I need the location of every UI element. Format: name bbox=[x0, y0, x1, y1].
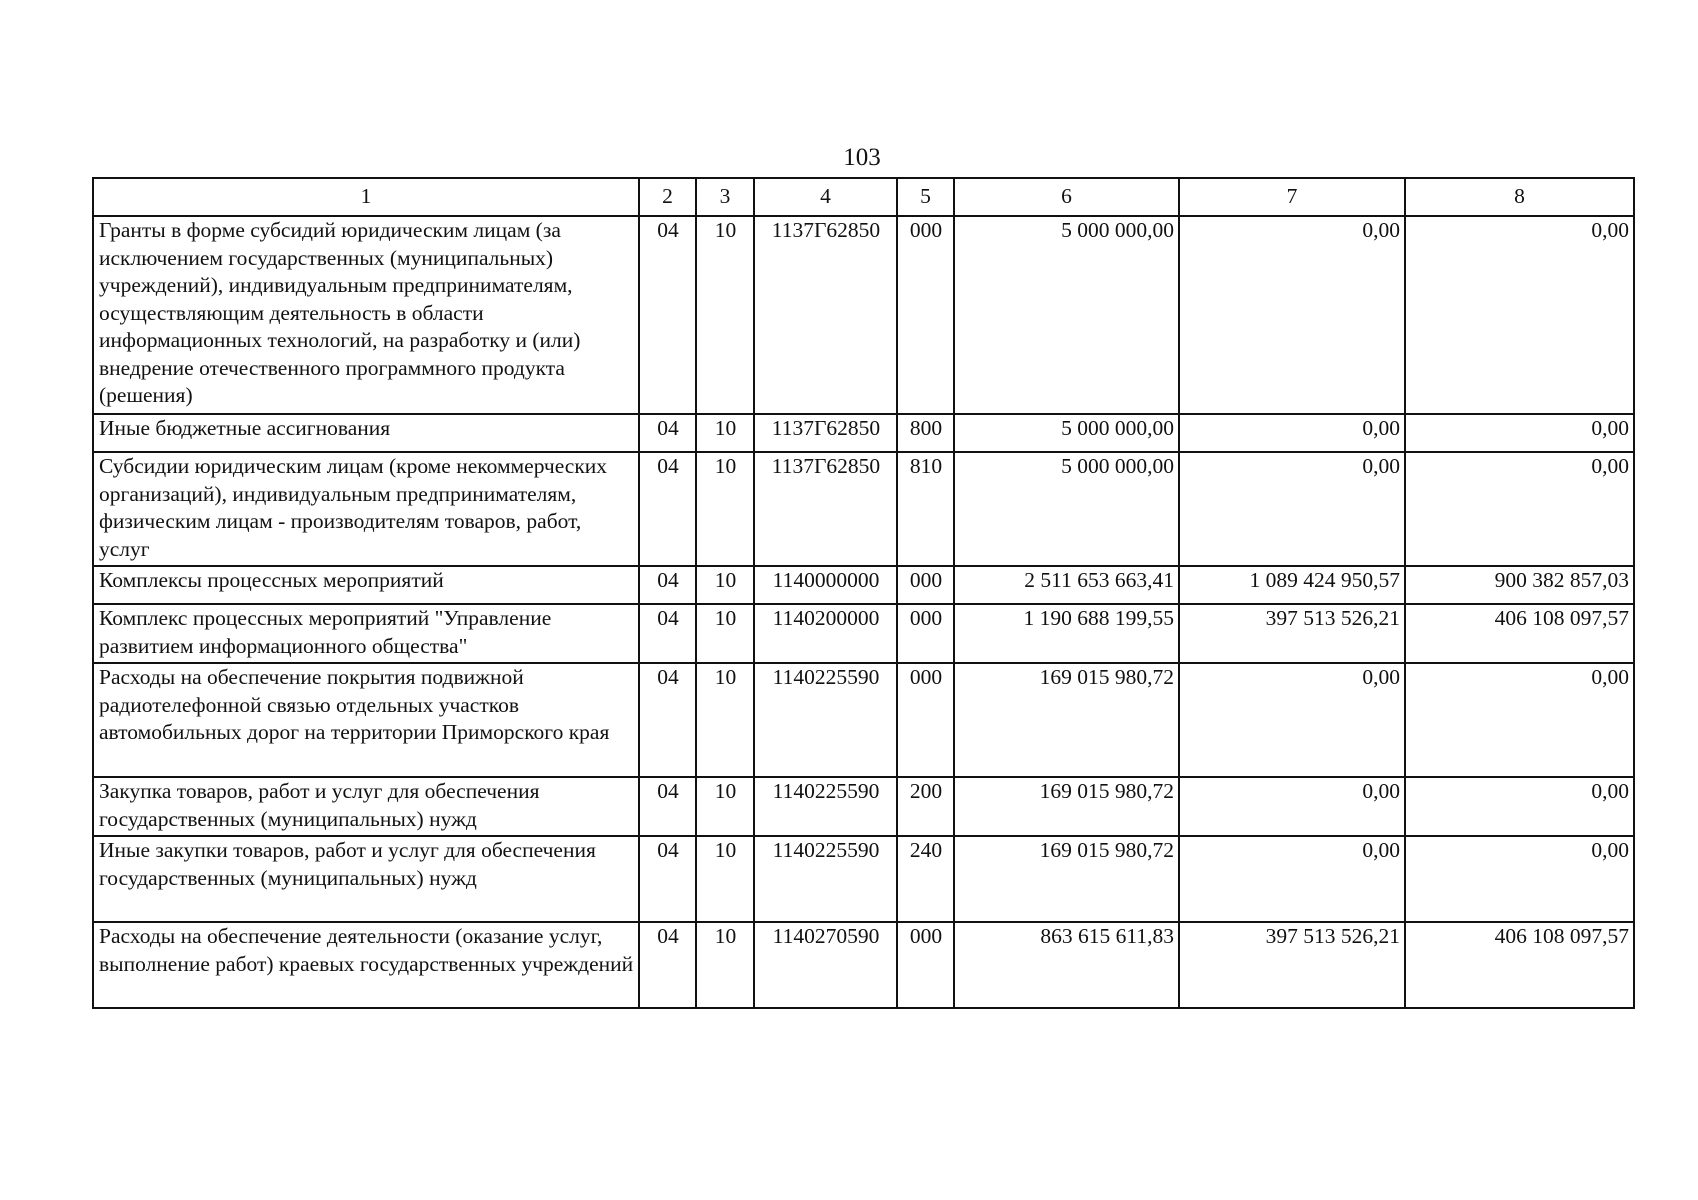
row-amount-col6: 1 190 688 199,55 bbox=[954, 604, 1179, 663]
row-target-code: 1137Г62850 bbox=[754, 216, 897, 414]
row-target-code: 1137Г62850 bbox=[754, 414, 897, 452]
row-expense-type: 800 bbox=[897, 414, 954, 452]
row-section: 04 bbox=[639, 566, 696, 604]
row-amount-col8: 0,00 bbox=[1405, 216, 1634, 414]
row-amount-col6: 169 015 980,72 bbox=[954, 836, 1179, 922]
row-subsection: 10 bbox=[696, 566, 754, 604]
row-target-code: 1140200000 bbox=[754, 604, 897, 663]
row-section: 04 bbox=[639, 836, 696, 922]
table-row bbox=[93, 566, 1634, 604]
row-target-code: 1140225590 bbox=[754, 777, 897, 836]
table-header bbox=[93, 178, 1634, 216]
row-amount-col8: 0,00 bbox=[1405, 836, 1634, 922]
row-amount-col7: 0,00 bbox=[1179, 452, 1405, 566]
row-section: 04 bbox=[639, 414, 696, 452]
header-col-4: 4 bbox=[754, 178, 897, 216]
row-amount-col8: 0,00 bbox=[1405, 663, 1634, 777]
table-row bbox=[93, 414, 1634, 452]
row-name: Комплекс процессных мероприятий "Управление развитием информационного общества" bbox=[93, 604, 639, 663]
row-section: 04 bbox=[639, 922, 696, 1008]
row-amount-col7: 397 513 526,21 bbox=[1179, 604, 1405, 663]
row-amount-col6: 863 615 611,83 bbox=[954, 922, 1179, 1008]
row-subsection: 10 bbox=[696, 663, 754, 777]
row-subsection: 10 bbox=[696, 777, 754, 836]
header-col-7: 7 bbox=[1179, 178, 1405, 216]
row-target-code: 1140000000 bbox=[754, 566, 897, 604]
row-expense-type: 000 bbox=[897, 663, 954, 777]
table-row bbox=[93, 216, 1634, 414]
row-amount-col8: 406 108 097,57 bbox=[1405, 604, 1634, 663]
row-expense-type: 000 bbox=[897, 216, 954, 414]
row-subsection: 10 bbox=[696, 922, 754, 1008]
table-row bbox=[93, 836, 1634, 922]
table-row bbox=[93, 663, 1634, 777]
header-col-8: 8 bbox=[1405, 178, 1634, 216]
row-amount-col7: 0,00 bbox=[1179, 777, 1405, 836]
row-section: 04 bbox=[639, 452, 696, 566]
budget-table bbox=[92, 177, 1635, 1009]
row-name: Иные закупки товаров, работ и услуг для обеспечения государственных (муниципальных) нужд bbox=[93, 836, 639, 922]
row-amount-col6: 5 000 000,00 bbox=[954, 216, 1179, 414]
row-subsection: 10 bbox=[696, 216, 754, 414]
row-amount-col8: 0,00 bbox=[1405, 777, 1634, 836]
header-col-1: 1 bbox=[93, 178, 639, 216]
row-target-code: 1140270590 bbox=[754, 922, 897, 1008]
row-subsection: 10 bbox=[696, 836, 754, 922]
header-col-6: 6 bbox=[954, 178, 1179, 216]
row-amount-col8: 900 382 857,03 bbox=[1405, 566, 1634, 604]
row-amount-col7: 0,00 bbox=[1179, 216, 1405, 414]
table-row bbox=[93, 604, 1634, 663]
row-subsection: 10 bbox=[696, 604, 754, 663]
row-target-code: 1140225590 bbox=[754, 663, 897, 777]
row-amount-col7: 0,00 bbox=[1179, 836, 1405, 922]
row-name: Иные бюджетные ассигнования bbox=[93, 414, 639, 452]
header-col-5: 5 bbox=[897, 178, 954, 216]
row-expense-type: 000 bbox=[897, 604, 954, 663]
row-name: Расходы на обеспечение деятельности (оказание услуг, выполнение работ) краевых государственных учреждений bbox=[93, 922, 639, 1008]
row-subsection: 10 bbox=[696, 414, 754, 452]
row-subsection: 10 bbox=[696, 452, 754, 566]
row-amount-col7: 397 513 526,21 bbox=[1179, 922, 1405, 1008]
table-row bbox=[93, 452, 1634, 566]
row-amount-col8: 406 108 097,57 bbox=[1405, 922, 1634, 1008]
page-number: 103 bbox=[843, 144, 881, 171]
row-amount-col8: 0,00 bbox=[1405, 414, 1634, 452]
row-amount-col6: 5 000 000,00 bbox=[954, 452, 1179, 566]
row-amount-col8: 0,00 bbox=[1405, 452, 1634, 566]
table-row bbox=[93, 777, 1634, 836]
row-expense-type: 000 bbox=[897, 566, 954, 604]
row-name: Субсидии юридическим лицам (кроме некоммерческих организаций), индивидуальным предпринимателям, физическим лицам - производителям товаров, работ, услуг bbox=[93, 452, 639, 566]
row-section: 04 bbox=[639, 777, 696, 836]
row-expense-type: 240 bbox=[897, 836, 954, 922]
header-col-3: 3 bbox=[696, 178, 754, 216]
row-target-code: 1137Г62850 bbox=[754, 452, 897, 566]
row-expense-type: 200 bbox=[897, 777, 954, 836]
header-row bbox=[93, 178, 1634, 216]
row-amount-col7: 1 089 424 950,57 bbox=[1179, 566, 1405, 604]
row-section: 04 bbox=[639, 216, 696, 414]
row-amount-col7: 0,00 bbox=[1179, 663, 1405, 777]
row-section: 04 bbox=[639, 663, 696, 777]
row-amount-col7: 0,00 bbox=[1179, 414, 1405, 452]
header-col-2: 2 bbox=[639, 178, 696, 216]
row-name: Закупка товаров, работ и услуг для обеспечения государственных (муниципальных) нужд bbox=[93, 777, 639, 836]
row-amount-col6: 169 015 980,72 bbox=[954, 777, 1179, 836]
row-target-code: 1140225590 bbox=[754, 836, 897, 922]
row-amount-col6: 169 015 980,72 bbox=[954, 663, 1179, 777]
row-name: Расходы на обеспечение покрытия подвижной радиотелефонной связью отдельных участков автомобильных дорог на территории Приморского края bbox=[93, 663, 639, 777]
row-amount-col6: 5 000 000,00 bbox=[954, 414, 1179, 452]
table-body bbox=[93, 216, 1634, 1008]
row-name: Комплексы процессных мероприятий bbox=[93, 566, 639, 604]
table-row bbox=[93, 922, 1634, 1008]
row-expense-type: 000 bbox=[897, 922, 954, 1008]
row-expense-type: 810 bbox=[897, 452, 954, 566]
row-name: Гранты в форме субсидий юридическим лицам (за исключением государственных (муниципальных) учреждений), индивидуальным предпринимателям, осуществляющим деятельность в области информационных технологий, на разработку и (или) внедрение отечественного программного продукта (решения) bbox=[93, 216, 639, 414]
row-amount-col6: 2 511 653 663,41 bbox=[954, 566, 1179, 604]
row-section: 04 bbox=[639, 604, 696, 663]
